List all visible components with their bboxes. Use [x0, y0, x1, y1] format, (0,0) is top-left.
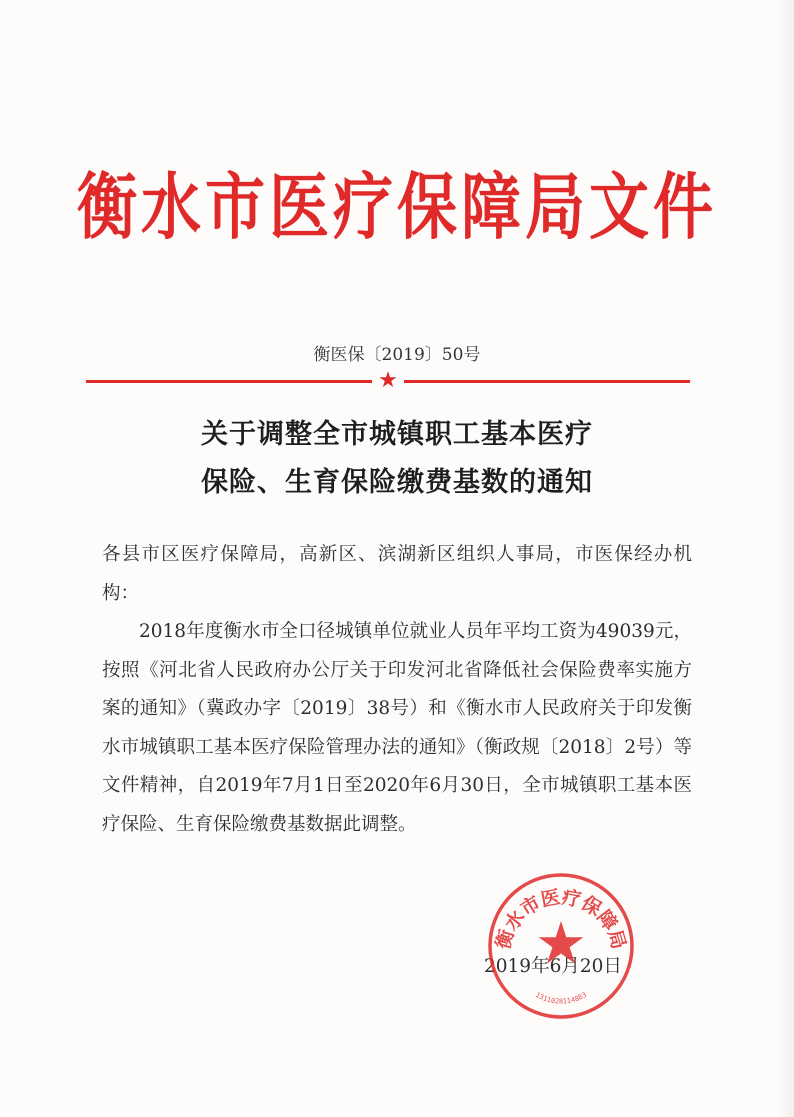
document-number: 衡医保〔2019〕50号	[313, 345, 481, 365]
document-header: 衡水市医疗保障局文件	[77, 166, 717, 250]
document-title-line-1: 关于调整全市城镇职工基本医疗	[201, 419, 593, 450]
document-date: 2019年6月20日	[484, 956, 622, 977]
seal-star-icon	[539, 921, 584, 964]
document-body	[102, 536, 692, 844]
body-paragraph: 2018年度衡水市全口径城镇单位就业人员年平均工资为49039元，按照《河北省人民政府办公厅关于印发河北省降低社会保险费率实施方案的通知》（冀政办字〔2019〕38号）和《衡水市人民政府关于印发衡水市城镇职工基本医疗保险管理办法的通知》（衡政规〔2018〕2号）等文件精神，自2019年7月1日至2020年6月30日，全市城镇职工基本医疗保险、生育保险缴费基数据此调整。	[102, 621, 692, 835]
red-rule-left	[86, 380, 372, 383]
addressee: 各县市区医疗保障局，高新区、滨湖新区组织人事局，市医保经办机构：	[102, 544, 692, 604]
seal-text-path: 衡水市医疗保障局	[492, 886, 630, 952]
seal-code: 1311028114883	[533, 990, 589, 1006]
red-rule-right	[404, 380, 690, 383]
official-seal	[486, 871, 636, 1021]
star-icon: ★	[378, 368, 398, 393]
document-title-line-2: 保险、生育保险缴费基数的通知	[201, 467, 593, 498]
